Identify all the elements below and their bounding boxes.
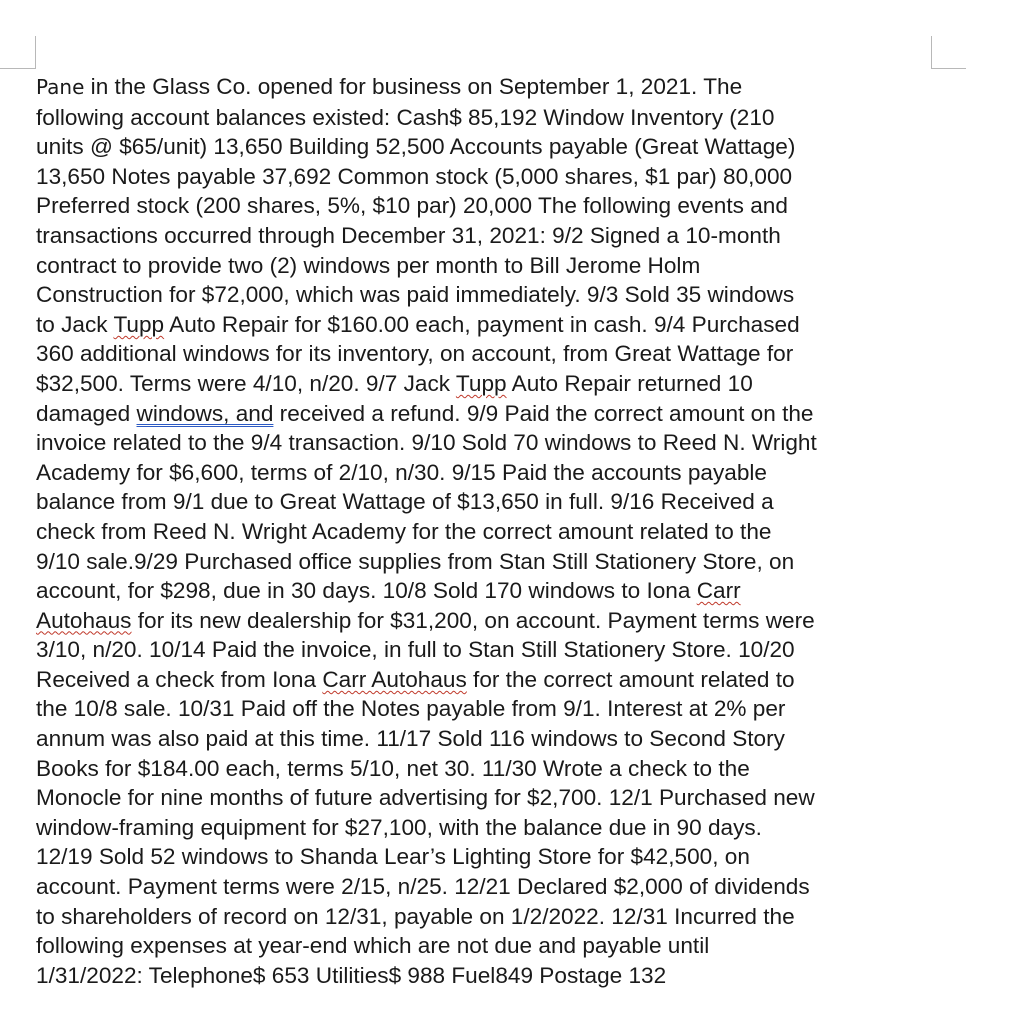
first-word: Pane	[36, 75, 85, 99]
spelling-flag[interactable]: Carr	[696, 578, 741, 604]
text-line: $32,500. Terms were 4/10, n/20. 9/7 Jack Tupp Auto Repair returned 10	[36, 370, 753, 396]
text-line: Received a check from Iona Carr Autohaus for the correct amount related to	[36, 666, 795, 692]
text-line: Pane in the Glass Co. opened for business on September 1, 2021. The	[36, 74, 743, 99]
text-line: annum was also paid at this time. 11/17 Sold 116 windows to Second Story	[36, 726, 785, 752]
text-line: Construction for $72,000, which was paid immediately. 9/3 Sold 35 windows	[36, 282, 795, 308]
corner-mark-top-right	[931, 36, 932, 69]
text-line: following account balances existed: Cash$ 85,192 Window Inventory (210	[36, 104, 775, 130]
text-line: following expenses at year-end which are not due and payable until	[36, 933, 710, 959]
text-line: Autohaus for its new dealership for $31,200, on account. Payment terms were	[36, 607, 815, 633]
text-line: account. Payment terms were 2/15, n/25. 12/21 Declared $2,000 of dividends	[36, 874, 810, 900]
text-line: units @ $65/unit) 13,650 Building 52,500 Accounts payable (Great Wattage)	[36, 134, 796, 160]
text-line: damaged windows, and received a refund. 9/9 Paid the correct amount on the	[36, 400, 814, 426]
corner-mark-top-right	[931, 68, 966, 69]
text-line: check from Reed N. Wright Academy for the correct amount related to the	[36, 518, 772, 544]
text-line: 3/10, n/20. 10/14 Paid the invoice, in full to Stan Still Stationery Store. 10/20	[36, 637, 795, 663]
text-line: balance from 9/1 due to Great Wattage of $13,650 in full. 9/16 Received a	[36, 489, 774, 515]
spelling-flag[interactable]: Autohaus	[36, 607, 132, 633]
text-line: Books for $184.00 each, terms 5/10, net 30. 11/30 Wrote a check to the	[36, 755, 750, 781]
spelling-flag[interactable]: Carr Autohaus	[322, 666, 467, 692]
corner-mark-top-left	[35, 36, 36, 69]
text-line: Preferred stock (200 shares, 5%, $10 par) 20,000 The following events and	[36, 193, 788, 219]
text-line: 1/31/2022: Telephone$ 653 Utilities$ 988 Fuel849 Postage 132	[36, 962, 667, 988]
grammar-flag[interactable]: windows, and	[136, 400, 274, 426]
spelling-flag[interactable]: Tupp	[113, 311, 165, 337]
spelling-flag[interactable]: Tupp	[455, 370, 507, 396]
corner-mark-top-left	[0, 68, 35, 69]
document-body[interactable]	[36, 72, 936, 990]
text-line: contract to provide two (2) windows per month to Bill Jerome Holm	[36, 252, 701, 278]
text-line: account, for $298, due in 30 days. 10/8 Sold 170 windows to Iona Carr	[36, 578, 741, 604]
text-line: transactions occurred through December 31, 2021: 9/2 Signed a 10-month	[36, 222, 781, 248]
text-line: the 10/8 sale. 10/31 Paid off the Notes payable from 9/1. Interest at 2% per	[36, 696, 786, 722]
text-line: Monocle for nine months of future advertising for $2,700. 12/1 Purchased new	[36, 785, 815, 811]
text-line: 12/19 Sold 52 windows to Shanda Lear’s Lighting Store for $42,500, on	[36, 844, 750, 870]
text-line: to shareholders of record on 12/31, payable on 1/2/2022. 12/31 Incurred the	[36, 903, 795, 929]
text-line: 360 additional windows for its inventory, on account, from Great Wattage for	[36, 341, 794, 367]
text-line: invoice related to the 9/4 transaction. 9/10 Sold 70 windows to Reed N. Wright	[36, 430, 817, 456]
text-line: window-framing equipment for $27,100, with the balance due in 90 days.	[36, 814, 762, 840]
text-line: to Jack Tupp Auto Repair for $160.00 each, payment in cash. 9/4 Purchased	[36, 311, 800, 337]
text-line: Academy for $6,600, terms of 2/10, n/30. 9/15 Paid the accounts payable	[36, 459, 767, 485]
text-line: 13,650 Notes payable 37,692 Common stock (5,000 shares, $1 par) 80,000	[36, 163, 793, 189]
text-line: 9/10 sale.9/29 Purchased office supplies from Stan Still Stationery Store, on	[36, 548, 795, 574]
